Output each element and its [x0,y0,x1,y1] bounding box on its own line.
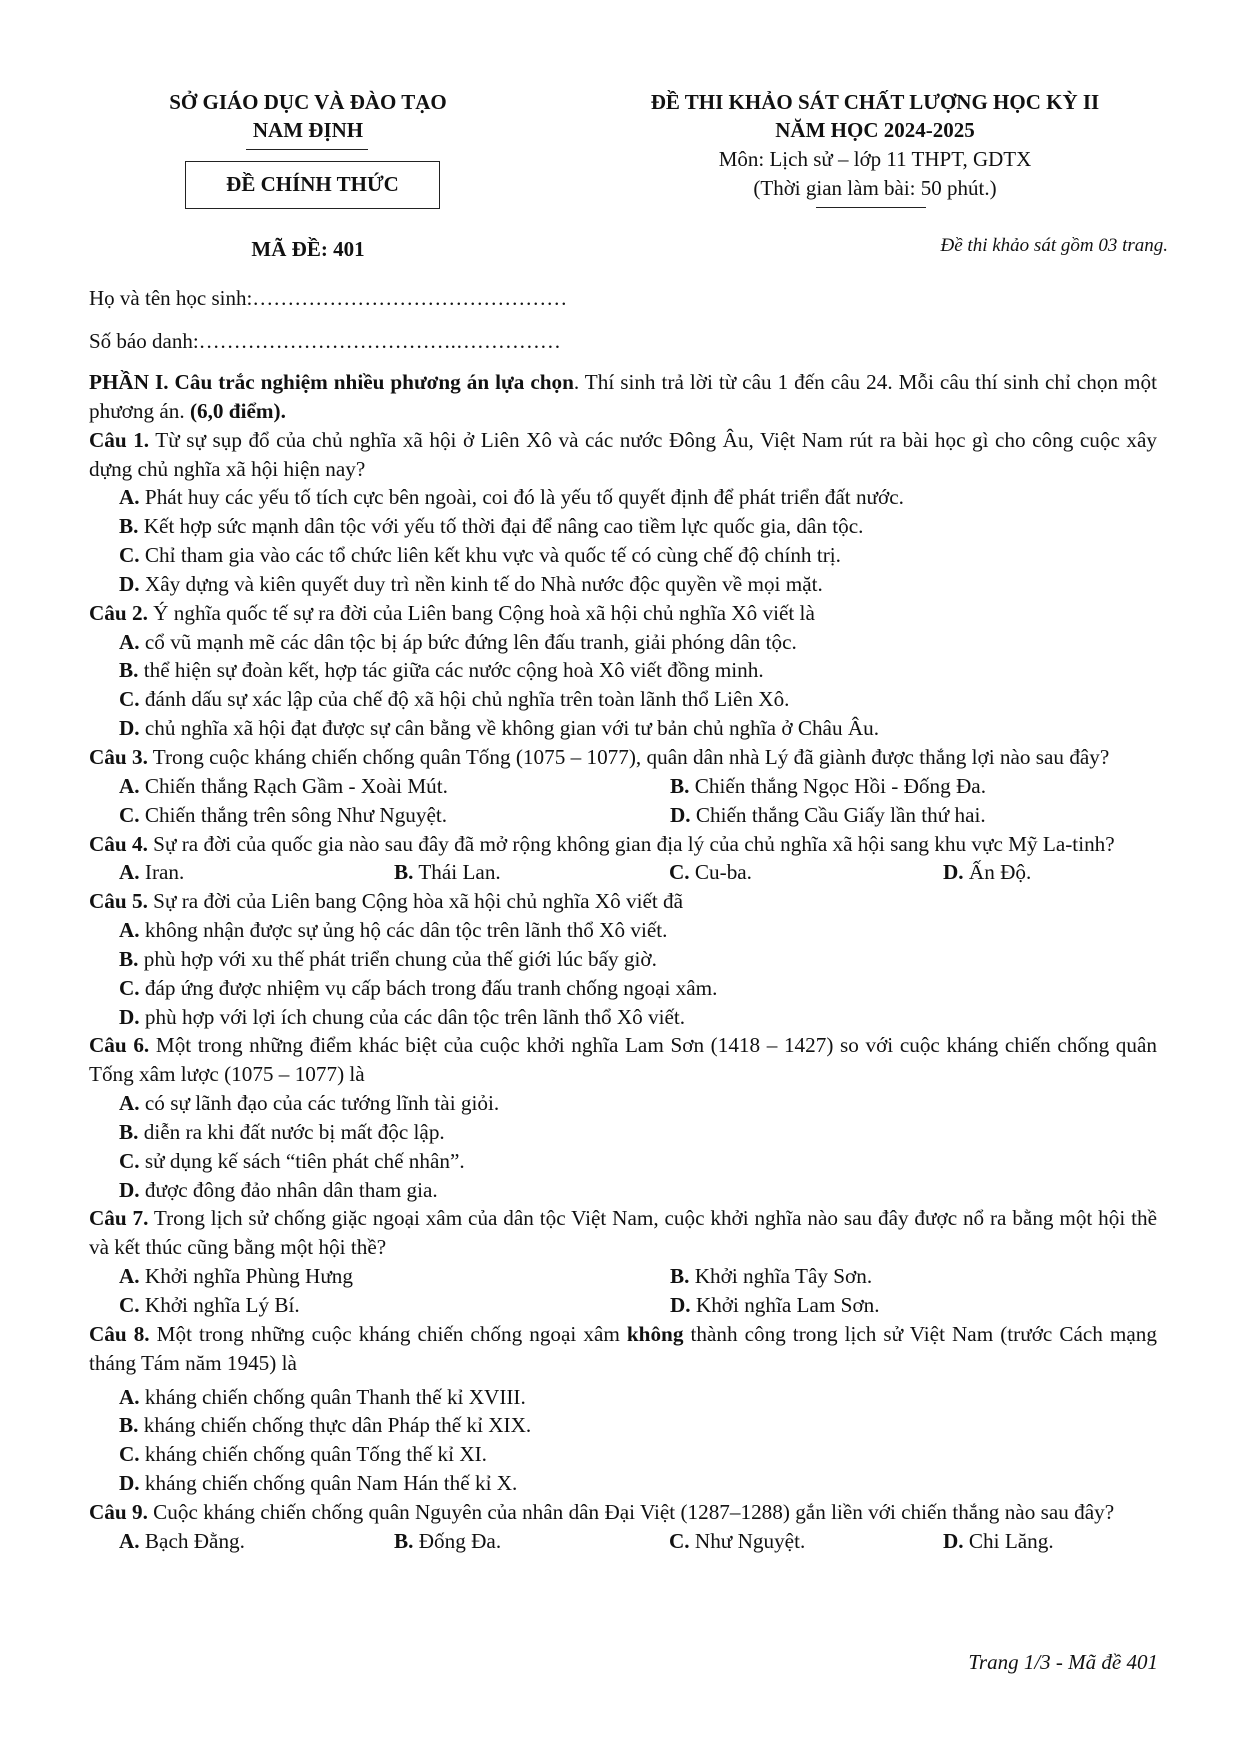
option-letter: A. [119,773,140,798]
option-text: Phát huy các yếu tố tích cực bên ngoài, coi đó là yếu tố quyết định để phát triển đất nước. [139,485,904,510]
option-text: kháng chiến chống quân Thanh thế kỉ XVIII. [139,1384,526,1409]
option-7d [670,1291,1187,1320]
part1-title: PHẦN I. Câu trắc nghiệm nhiều phương án lựa chọn [89,370,574,394]
option-text: Cu-ba. [689,860,752,885]
option-letter: B. [119,514,139,539]
option-text: Kết hợp sức mạnh dân tộc với yếu tố thời đại để nâng cao tiềm lực quốc gia, dân tộc. [138,514,864,539]
option-2b [119,656,1157,685]
question-3 [89,743,1157,772]
options-5 [89,916,1157,1031]
option-text: Chiến thắng Ngọc Hồi - Đống Đa. [689,773,987,798]
page-footer: Trang 1/3 - Mã đề 401 [968,1650,1158,1674]
option-letter: B. [394,860,414,885]
option-text: chủ nghĩa xã hội đạt được sự cân bằng về không gian với tư bản chủ nghĩa ở Châu Âu. [139,716,880,741]
part1-instruction: . Thí sinh trả lời từ câu 1 đến câu 24. Mỗi câu thí sinh chỉ chọn một phương án. [89,370,1157,423]
option-letter: B. [119,946,139,971]
option-1d [119,570,1157,599]
option-5a [119,916,1157,945]
option-letter: A. [119,629,140,654]
option-letter: B. [119,1413,139,1438]
question-number: Câu 1. [89,427,150,452]
question-7 [89,1204,1157,1262]
question-number: Câu 2. [89,600,148,625]
option-text: Chiến thắng Rạch Gầm - Xoài Mút. [139,773,448,798]
option-text: Chi Lăng. [963,1528,1054,1553]
option-letter: A. [119,1384,140,1409]
option-letter: A. [119,1264,140,1289]
option-letter: A. [119,918,140,943]
option-text: kháng chiến chống quân Tống thế kỉ XI. [139,1442,487,1467]
option-letter: D. [670,1293,691,1317]
option-letter: A. [119,1528,140,1553]
option-3d [670,801,1187,830]
option-letter: C. [119,687,140,712]
option-2a [119,628,1157,657]
part1-heading [89,368,1157,426]
option-text: được đông đảo nhân dân tham gia. [139,1177,438,1202]
province-name: NAM ĐỊNH [252,118,364,142]
option-8a [119,1383,1157,1412]
option-letter: B. [394,1528,414,1553]
option-letter: C. [119,802,140,827]
option-9b [394,1527,669,1556]
option-text: Iran. [139,860,185,885]
option-7a [119,1262,670,1291]
question-number: Câu 9. [89,1499,148,1524]
option-text: phù hợp với lợi ích chung của các dân tộc trên lãnh thổ Xô viết. [139,1004,686,1029]
option-letter: C. [669,860,690,885]
option-letter: B. [670,773,690,798]
option-text: Bạch Đằng. [139,1528,245,1553]
option-4c [669,858,943,887]
exam-title: ĐỀ THI KHẢO SÁT CHẤT LƯỢNG HỌC KỲ II [650,90,1100,114]
option-4a [119,858,394,887]
option-1b [119,512,1157,541]
question-number: Câu 6. [89,1033,150,1058]
options-2 [89,628,1157,743]
school-year: NĂM HỌC 2024-2025 [775,118,975,142]
option-9a [119,1527,394,1556]
option-5b [119,945,1157,974]
option-text: đánh dấu sự xác lập của chế độ xã hội chủ nghĩa trên toàn lãnh thổ Liên Xô. [139,687,790,712]
option-text: Chiến thắng Cầu Giấy lần thứ hai. [690,802,986,827]
option-text: đáp ứng được nhiệm vụ cấp bách trong đấu tranh chống ngoại xâm. [139,975,718,1000]
question-text: Sự ra đời của quốc gia nào sau đây đã mở rộng không gian địa lý của chủ nghĩa xã hội sang khu vực Mỹ La-tinh? [147,831,1115,856]
options-6 [89,1089,1157,1204]
option-6b [119,1118,1157,1147]
option-text: phù hợp với xu thế phát triển chung của thế giới lúc bấy giờ. [138,946,657,971]
department-name: SỞ GIÁO DỤC VÀ ĐÀO TẠO [169,90,447,114]
option-2c [119,685,1157,714]
question-text: thành công trong lịch sử Việt Nam (trước Cách mạng tháng Tám năm 1945) là [89,1321,1157,1375]
option-letter: C. [119,1148,140,1173]
option-6d [119,1176,1157,1205]
option-letter: A. [119,1091,140,1116]
question-8 [89,1320,1157,1378]
province-underline [246,149,368,150]
question-emphasis: không [626,1321,684,1346]
option-letter: D. [943,860,964,885]
question-text: Trong cuộc kháng chiến chống quân Tống (1075 – 1077), quân dân nhà Lý đã giành được thắng lợi nào sau đây? [147,744,1110,769]
option-text: kháng chiến chống quân Nam Hán thế kỉ X. [139,1471,518,1496]
option-7b [670,1262,1187,1291]
option-text: Thái Lan. [413,860,501,885]
question-text: Trong lịch sử chống giặc ngoại xâm của dân tộc Việt Nam, cuộc khởi nghĩa nào sau đây được nổ ra bằng một hội thề và kết thúc cũng bằng một hội thề? [89,1206,1157,1260]
option-letter: D. [119,1004,140,1029]
options-7 [89,1262,1157,1320]
option-letter: C. [119,975,140,1000]
question-number: Câu 5. [89,889,148,914]
option-text: Khởi nghĩa Lam Sơn. [690,1293,880,1317]
option-5c [119,974,1157,1003]
option-8b [119,1411,1157,1440]
options-3 [89,772,1157,830]
option-letter: C. [669,1528,690,1553]
question-5 [89,887,1157,916]
option-letter: C. [119,1293,140,1317]
question-number: Câu 8. [89,1321,150,1346]
option-letter: A. [119,860,140,885]
option-letter: D. [943,1528,964,1553]
option-text: Chỉ tham gia vào các tổ chức liên kết khu vực và quốc tế có cùng chế độ chính trị. [139,543,841,568]
option-8c [119,1440,1157,1469]
question-text: Một trong những cuộc kháng chiến chống ngoại xâm [149,1321,627,1346]
option-text: Ấn Độ. [963,860,1032,885]
options-9 [89,1527,1157,1556]
option-letter: B. [670,1264,690,1289]
option-text: cổ vũ mạnh mẽ các dân tộc bị áp bức đứng lên đấu tranh, giải phóng dân tộc. [139,629,797,654]
question-number: Câu 4. [89,831,148,856]
option-9d [943,1527,1157,1556]
option-6a [119,1089,1157,1118]
pages-note: Đề thi khảo sát gồm 03 trang. [940,235,1168,256]
option-4d [943,858,1157,887]
question-text: Cuộc kháng chiến chống quân Nguyên của nhân dân Đại Việt (1287–1288) gắn liền với chiến thắng nào sau đây? [147,1499,1115,1524]
option-letter: D. [670,802,691,827]
option-text: Xây dựng và kiên quyết duy trì nền kinh tế do Nhà nước độc quyền về mọi mặt. [139,571,823,596]
option-5d [119,1003,1157,1032]
options-8 [89,1383,1157,1498]
option-letter: A. [119,485,140,510]
part1-score: (6,0 điểm). [189,398,286,423]
official-exam-box: ĐỀ CHÍNH THỨC [185,161,440,209]
subject-line: Môn: Lịch sử – lớp 11 THPT, GDTX [718,147,1032,171]
option-letter: D. [119,716,140,741]
question-number: Câu 7. [89,1206,149,1231]
option-4b [394,858,669,887]
question-6 [89,1031,1157,1089]
option-text: thể hiện sự đoàn kết, hợp tác giữa các nước cộng hoà Xô viết đồng minh. [138,658,764,683]
option-letter: D. [119,1177,140,1202]
option-text: không nhận được sự ủng hộ các dân tộc trên lãnh thổ Xô viết. [139,918,668,943]
option-1c [119,541,1157,570]
question-number: Câu 3. [89,744,148,769]
question-text: Ý nghĩa quốc tế sự ra đời của Liên bang Cộng hoà xã hội chủ nghĩa Xô viết là [147,600,815,625]
exam-content [89,368,1157,1556]
option-1a [119,483,1157,512]
option-3c [119,801,670,830]
option-text: Khởi nghĩa Tây Sơn. [689,1264,873,1289]
exam-code: MÃ ĐỀ: 401 [251,237,365,261]
duration-line: (Thời gian làm bài: 50 phút.) [753,176,997,200]
option-letter: D. [119,571,140,596]
option-text: kháng chiến chống thực dân Pháp thế kỉ XIX. [138,1413,532,1438]
option-text: diễn ra khi đất nước bị mất độc lập. [138,1119,445,1144]
option-text: Như Nguyệt. [689,1528,806,1553]
option-8d [119,1469,1157,1498]
option-text: Khởi nghĩa Phùng Hưng [139,1264,353,1289]
question-text: Từ sự sụp đổ của chủ nghĩa xã hội ở Liên Xô và các nước Đông Âu, Việt Nam rút ra bài học gì cho công cuộc xây dựng chủ nghĩa xã hội hiện nay? [89,427,1157,481]
option-letter: D. [119,1471,140,1496]
option-letter: C. [119,543,140,568]
option-9c [669,1527,943,1556]
option-letter: B. [119,658,139,683]
question-text: Một trong những điểm khác biệt của cuộc khởi nghĩa Lam Sơn (1418 – 1427) so với cuộc kháng chiến chống quân Tống xâm lược (1075 – 1077) là [89,1033,1157,1087]
duration-underline [816,207,926,208]
question-1 [89,426,1157,484]
student-name-field: Họ và tên học sinh:……………………………………… [89,286,568,310]
question-4 [89,830,1157,859]
question-text: Sự ra đời của Liên bang Cộng hòa xã hội chủ nghĩa Xô viết đã [147,889,684,914]
option-letter: C. [119,1442,140,1467]
option-text: có sự lãnh đạo của các tướng lĩnh tài giỏi. [139,1091,500,1116]
option-2d [119,714,1157,743]
option-letter: B. [119,1119,139,1144]
option-3b [670,772,1187,801]
option-text: Chiến thắng trên sông Như Nguyệt. [139,802,448,827]
options-4 [89,858,1157,887]
option-3a [119,772,670,801]
option-text: Khởi nghĩa Lý Bí. [139,1293,300,1317]
option-text: sử dụng kế sách “tiên phát chế nhân”. [139,1148,465,1173]
question-2 [89,599,1157,628]
options-1 [89,483,1157,598]
option-7c [119,1291,670,1320]
option-text: Đống Đa. [413,1528,502,1553]
question-9 [89,1498,1157,1527]
option-6c [119,1147,1157,1176]
student-id-field: Số báo danh:……………………………….…………… [89,329,561,353]
